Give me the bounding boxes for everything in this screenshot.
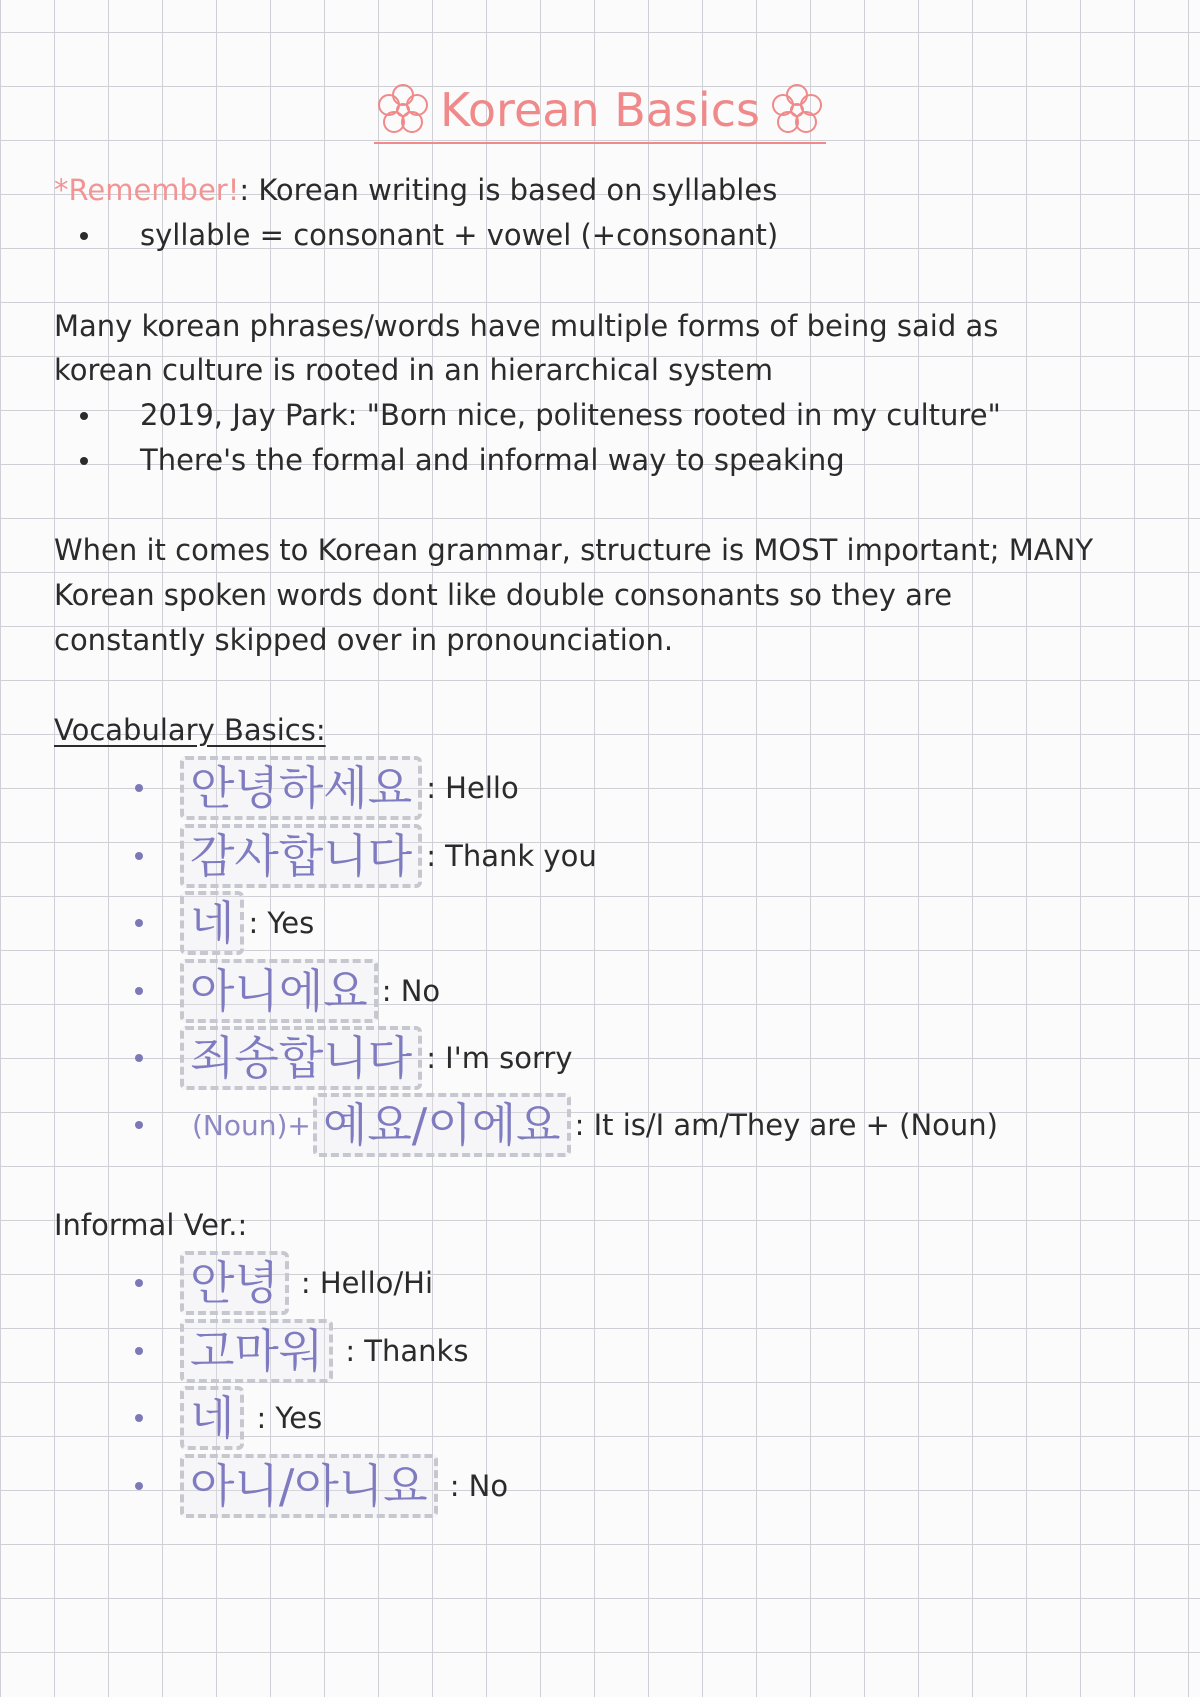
- vocab-item: [192, 1093, 998, 1157]
- informal-item: [180, 1251, 433, 1315]
- cherry-blossom-icon: [770, 83, 824, 137]
- paragraph1-line1: Many korean phrases/words have multiple forms of being said as: [54, 309, 999, 343]
- remember-label: *Remember!: [54, 173, 240, 207]
- bullet-dot: [135, 1347, 143, 1355]
- english-meaning: : Thanks: [345, 1334, 469, 1368]
- vocab-heading: Vocabulary Basics:: [54, 713, 326, 747]
- english-meaning: : It is/I am/They are + (Noun): [574, 1108, 998, 1142]
- english-meaning: : No: [449, 1469, 509, 1503]
- korean-word: 안녕: [180, 1251, 289, 1315]
- paragraph1-bullet-1: 2019, Jay Park: "Born nice, politeness rooted in my culture": [140, 398, 1001, 432]
- vocab-item: [180, 824, 597, 888]
- bullet-dot: [80, 457, 88, 465]
- english-meaning: : Yes: [256, 1401, 323, 1435]
- informal-item: [180, 1454, 508, 1518]
- bullet-dot: [135, 784, 143, 792]
- paragraph1-bullet-2: There's the formal and informal way to speaking: [140, 443, 845, 477]
- korean-word: 아니에요: [180, 959, 378, 1023]
- bullet-dot: [135, 1279, 143, 1287]
- english-meaning: : No: [381, 974, 441, 1008]
- bullet-dot: [135, 1054, 143, 1062]
- korean-word: 예요/이에요: [313, 1093, 571, 1157]
- bullet-dot: [135, 919, 143, 927]
- english-meaning: : I'm sorry: [426, 1041, 573, 1075]
- english-meaning: : Yes: [248, 906, 315, 940]
- title-text: Korean Basics: [440, 83, 760, 137]
- korean-word: 네: [180, 1386, 244, 1450]
- korean-word: 네: [180, 891, 244, 955]
- informal-item: [180, 1386, 322, 1450]
- english-meaning: : Hello: [426, 771, 519, 805]
- bullet-dot: [135, 1414, 143, 1422]
- paragraph2-line3: constantly skipped over in pronounciation.: [54, 623, 674, 657]
- remember-line: [54, 168, 777, 213]
- remember-text: : Korean writing is based on syllables: [239, 173, 778, 207]
- korean-word: 아니/아니요: [180, 1454, 438, 1518]
- informal-item: [180, 1319, 468, 1383]
- korean-word: 죄송합니다: [180, 1026, 422, 1090]
- paragraph2-line2: Korean spoken words dont like double consonants so they are: [54, 578, 953, 612]
- paragraph2-line1: When it comes to Korean grammar, structure is MOST important; MANY: [54, 533, 1094, 567]
- english-meaning: : Hello/Hi: [300, 1266, 434, 1300]
- noun-prefix: (Noun)+: [192, 1108, 311, 1142]
- vocab-item: [180, 891, 314, 955]
- korean-word: 안녕하세요: [180, 756, 422, 820]
- informal-heading: Informal Ver.:: [54, 1208, 248, 1242]
- vocab-item: [180, 959, 440, 1023]
- cherry-blossom-icon: [376, 83, 430, 137]
- bullet-dot: [135, 1482, 143, 1490]
- bullet-dot: [135, 987, 143, 995]
- english-meaning: : Thank you: [426, 839, 597, 873]
- title-container: [374, 80, 826, 144]
- bullet-dot: [80, 232, 88, 240]
- bullet-dot: [135, 1121, 143, 1129]
- vocab-item: [180, 756, 519, 820]
- vocab-item: [180, 1026, 573, 1090]
- page-title: [0, 80, 1200, 151]
- bullet-dot: [80, 412, 88, 420]
- syllable-bullet: syllable = consonant + vowel (+consonant): [140, 218, 779, 252]
- korean-word: 감사합니다: [180, 824, 422, 888]
- korean-word: 고마워: [180, 1319, 333, 1383]
- paragraph1-line2: korean culture is rooted in an hierarchical system: [54, 353, 773, 387]
- bullet-dot: [135, 852, 143, 860]
